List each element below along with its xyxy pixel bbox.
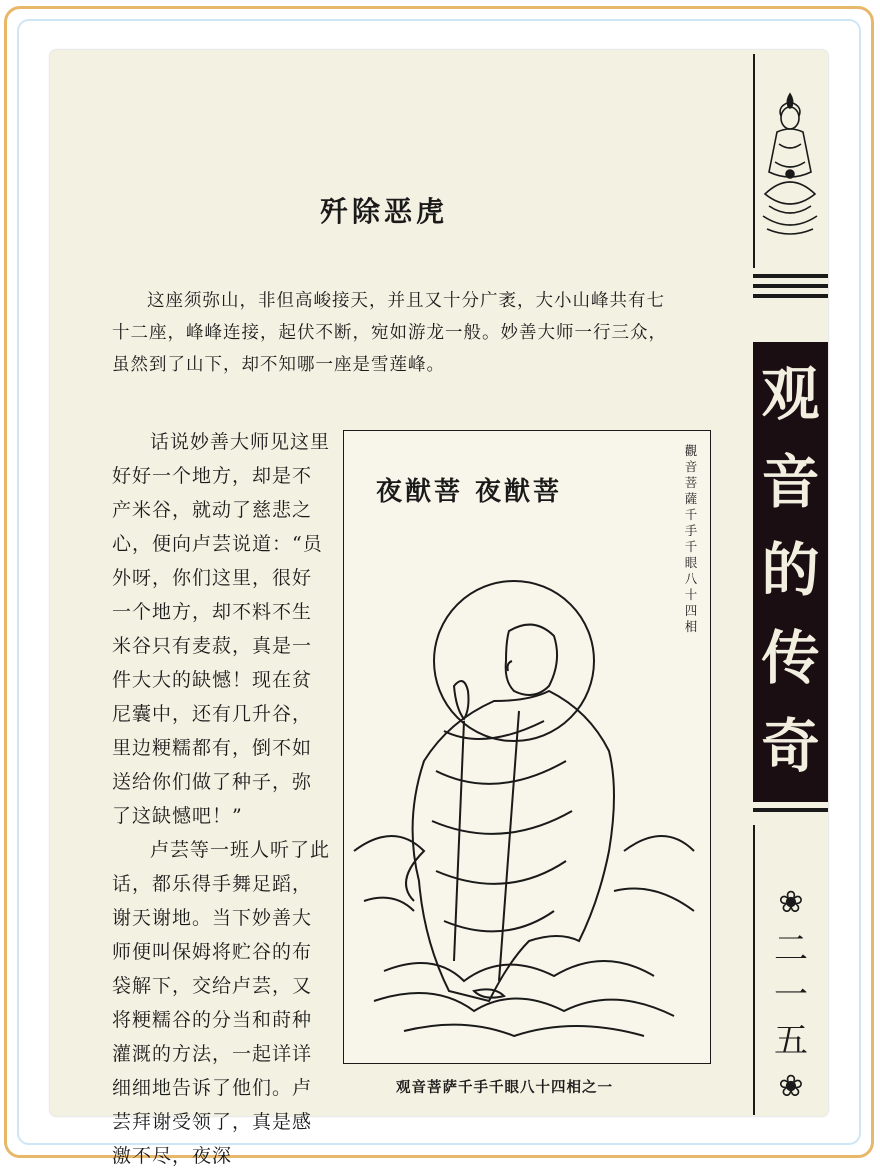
book-title <box>753 350 828 790</box>
flower-icon: ❀ <box>778 885 804 920</box>
page-number-char: 二 <box>774 929 808 969</box>
body-text-column <box>112 425 330 1173</box>
book-title-char: 奇 <box>761 712 820 780</box>
vertical-label-char: 薩 <box>684 491 698 506</box>
vertical-label-char: 相 <box>684 619 698 634</box>
chapter-heading: 歼除恶虎 <box>320 195 449 228</box>
vertical-label-char: 十 <box>684 587 698 602</box>
vertical-label-char: 觀 <box>684 443 698 458</box>
page-number <box>755 880 827 1110</box>
book-title-char: 的 <box>761 536 820 604</box>
vertical-label-char: 八 <box>684 571 698 586</box>
vertical-label-char: 菩 <box>684 475 698 490</box>
illustration-caption: 观音菩萨千手千眼八十四相之一 <box>396 1079 613 1096</box>
illustration-panel <box>343 430 711 1064</box>
monk-figure-icon <box>344 431 710 1063</box>
illustration-title: 夜猷菩 夜猷菩 <box>376 477 563 507</box>
book-title-char: 观 <box>761 360 820 428</box>
sidebar-top-panel <box>753 54 826 268</box>
vertical-label-char: 手 <box>684 523 698 538</box>
vertical-label-char: 四 <box>684 603 698 618</box>
sidebar-rules-top <box>753 274 828 304</box>
page-number-char: 五 <box>774 1021 808 1061</box>
flower-icon: ❀ <box>778 1069 804 1104</box>
book-title-char: 传 <box>761 624 820 692</box>
book-title-char: 音 <box>761 448 820 516</box>
buddha-figure-icon <box>755 54 826 268</box>
body-paragraph: 话说妙善大师见这里好好一个地方，却是不产米谷，就动了慈悲之心，便向卢芸说道：“员外呀，你们这里，很好一个地方，却不料不生米谷只有麦菽，真是一件大大的缺憾！现在贫尼囊中，还有几升谷，里边粳糯都有，倒不如送给你们做了种子，弥了这缺憾吧！” <box>112 431 331 827</box>
body-paragraph: 卢芸等一班人听了此话，都乐得手舞足蹈，谢天谢地。当下妙善大师便叫保姆将贮谷的布袋解下，交给卢芸，又将粳糯谷的分当和莳种灌溉的方法，一起详详细细地告诉了他们。卢芸拜谢受领了，真是感激不尽，夜深 <box>112 839 331 1167</box>
sidebar <box>753 50 828 1116</box>
vertical-label-char: 千 <box>684 507 698 522</box>
intro-paragraph <box>112 285 682 381</box>
sidebar-rules-bottom <box>753 808 828 818</box>
vertical-label-char: 音 <box>684 459 698 474</box>
intro-text: 这座须弥山，非但高峻接天，并且又十分广袤，大小山峰共有七十二座，峰峰连接，起伏不断，宛如游龙一般。妙善大师一行三众，虽然到了山下，却不知哪一座是雪莲峰。 <box>112 291 667 375</box>
vertical-label-char: 千 <box>684 539 698 554</box>
vertical-label-char: 眼 <box>684 555 698 570</box>
page-number-char: 一 <box>774 975 808 1015</box>
